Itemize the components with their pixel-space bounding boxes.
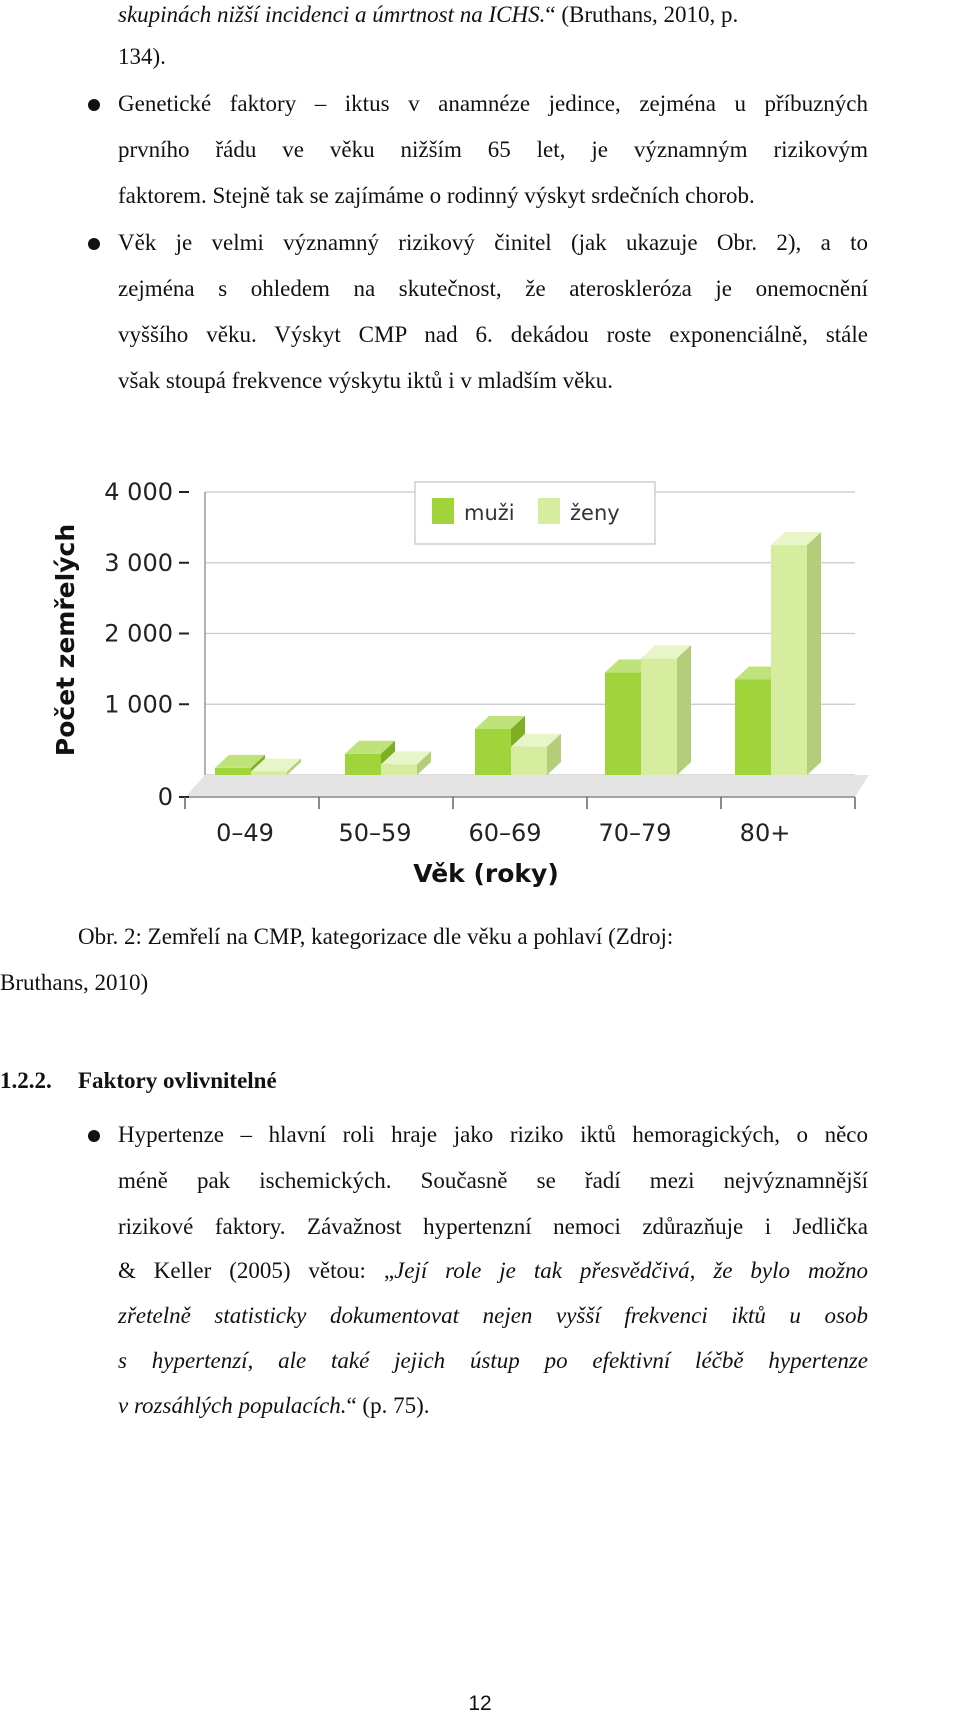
- bar-side: [807, 532, 821, 775]
- intro-line-1: [118, 0, 738, 30]
- section-number: 1.2.2.: [0, 1068, 52, 1093]
- bar-ženy-2: [511, 734, 561, 775]
- intro-line-2: 134).: [118, 44, 166, 69]
- x-tick-label: 80+: [739, 819, 791, 847]
- bar-front: [381, 764, 417, 775]
- x-tick-label: 70–79: [598, 819, 672, 847]
- bar-front: [345, 754, 381, 775]
- hypertension-line-7: [118, 1391, 430, 1421]
- legend-label-zeny: ženy: [570, 501, 620, 525]
- bullet-1-line-1: Genetické faktory – iktus v anamnéze jedince, zejména u příbuzných: [118, 91, 868, 116]
- bar-ženy-3: [641, 645, 691, 775]
- bar-front: [511, 747, 547, 775]
- figure-caption-line-2: Bruthans, 2010): [0, 970, 149, 995]
- hypertension-quote-part-2: zřetelně statisticky dokumentovat nejen vyšší frekvenci iktů u osob: [118, 1303, 868, 1328]
- bar-side: [677, 645, 691, 775]
- hypertension-line-1: Hypertenze – hlavní roli hraje jako riziko iktů hemoragických, o něco: [118, 1122, 868, 1147]
- bar-front: [771, 545, 807, 775]
- hypertension-quote-part-3: s hypertenzí, ale také jejich ústup po efektivní léčbě hypertenze: [118, 1348, 868, 1373]
- legend: [415, 482, 655, 544]
- bar-ženy-4: [771, 532, 821, 775]
- y-axis-label: Počet zemřelých: [51, 523, 80, 757]
- legend-swatch-zeny: [538, 498, 560, 524]
- y-tick-label: 4 000: [104, 478, 173, 506]
- hypertension-citation: “ (p. 75).: [346, 1393, 430, 1418]
- legend-label-muzi: muži: [464, 501, 515, 525]
- page-number: 12: [468, 1692, 492, 1715]
- hypertension-quote-part-1: Její role je tak přesvědčivá, že bylo možno: [394, 1258, 868, 1283]
- bar-front: [641, 658, 677, 775]
- bullet-2-line-1: Věk je velmi významný rizikový činitel (jak ukazuje Obr. 2), a to: [118, 230, 868, 255]
- hypertension-line-4: [118, 1256, 868, 1286]
- y-tick-label: 0: [157, 783, 173, 811]
- chart-bars: [215, 532, 821, 775]
- bar-front: [215, 768, 251, 775]
- legend-swatch-muzi: [432, 498, 454, 524]
- y-tick-label: 2 000: [104, 619, 173, 648]
- bullet-2-line-3: vyššího věku. Výskyt CMP nad 6. dekádou roste exponenciálně, stále: [118, 322, 868, 347]
- bar-front: [605, 672, 641, 775]
- bar-front: [735, 679, 771, 775]
- x-tick-label: 0–49: [216, 819, 274, 847]
- x-tick-label: 50–59: [338, 819, 412, 847]
- chart-y-ticks: [104, 478, 189, 811]
- bullet-dot: [88, 238, 100, 250]
- hypertension-line-2: méně pak ischemických. Současně se řadí mezi nejvýznamnější: [118, 1168, 868, 1193]
- bar-front: [475, 729, 511, 775]
- bullet-1-line-2: prvního řádu ve věku nižším 65 let, je významným rizikovým: [118, 137, 868, 162]
- chart-floor: [185, 775, 869, 797]
- section-title: Faktory ovlivnitelné: [78, 1068, 277, 1093]
- hypertension-line-4-plain: & Keller (2005) větou: „: [118, 1258, 395, 1283]
- y-tick-label: 3 000: [104, 548, 173, 577]
- bullet-2-line-2: zejména s ohledem na skutečnost, že ateroskleróza je onemocnění: [118, 276, 868, 301]
- intro-quote: skupinách nižší incidenci a úmrtnost na ICHS.: [118, 2, 546, 27]
- x-tick-label: 60–69: [468, 819, 542, 847]
- bullet-1-line-3: faktorem. Stejně tak se zajímáme o rodinný výskyt srdečních chorob.: [118, 183, 755, 208]
- floor-plane: [185, 775, 869, 797]
- bar-chart: [40, 478, 870, 900]
- chart-x-ticks: [185, 797, 855, 847]
- y-tick-label: 1 000: [104, 690, 173, 719]
- bullet-dot: [88, 99, 100, 111]
- hypertension-line-6: [118, 1346, 868, 1376]
- intro-citation: “ (Bruthans, 2010, p.: [545, 2, 739, 27]
- bar-front: [251, 771, 287, 775]
- hypertension-line-5: [118, 1301, 868, 1331]
- hypertension-quote-part-4: v rozsáhlých populacích.: [118, 1393, 347, 1418]
- figure-caption-line-1: Obr. 2: Zemřelí na CMP, kategorizace dle věku a pohlaví (Zdroj:: [78, 924, 674, 949]
- x-axis-label: Věk (roky): [413, 859, 559, 888]
- bullet-dot: [88, 1130, 100, 1142]
- bullet-2-line-4: však stoupá frekvence výskytu iktů i v mladším věku.: [118, 368, 614, 393]
- hypertension-line-3: rizikové faktory. Závažnost hypertenzní nemoci zdůrazňuje i Jedlička: [118, 1214, 868, 1239]
